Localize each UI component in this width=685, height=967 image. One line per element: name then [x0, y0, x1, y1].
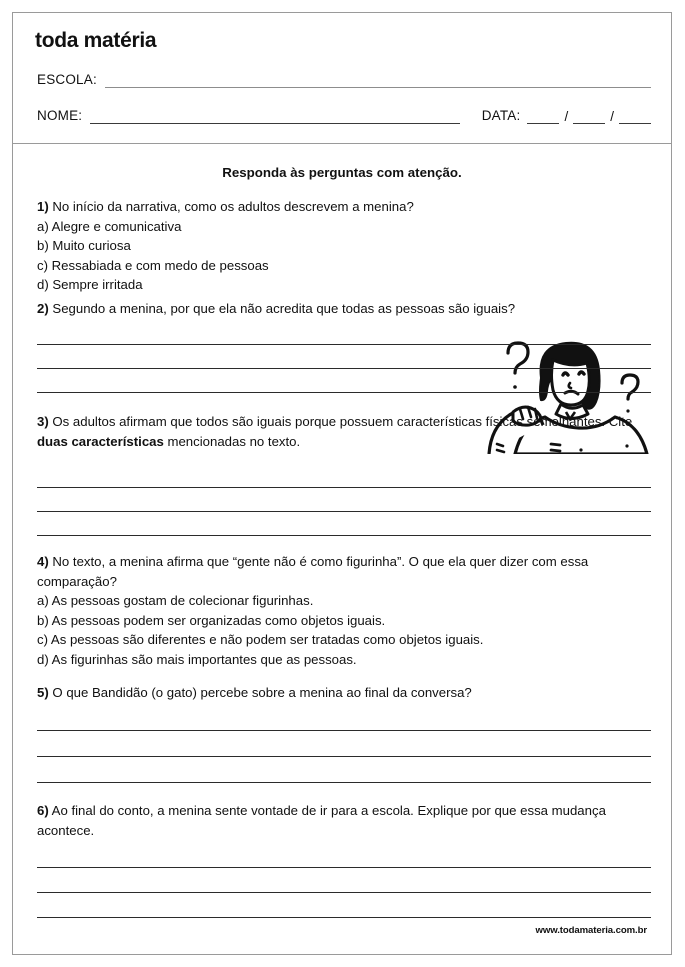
question-1 — [37, 197, 467, 295]
question-1-text: No início da narrativa, como os adultos descrevem a menina? — [48, 199, 414, 214]
footer-website-url[interactable]: www.todamateria.com.br — [535, 925, 647, 936]
question-1-option-a[interactable]: a) Alegre e comunicativa — [37, 218, 182, 234]
worksheet-page — [12, 12, 672, 955]
data-field-group — [460, 108, 651, 124]
date-separator-1: / — [564, 109, 569, 124]
question-5-answer-line-1[interactable] — [37, 730, 651, 731]
question-3-text-part1: Os adultos afirmam que todos são iguais porque possuem características físicas semelhantes. Cite — [48, 414, 633, 429]
question-4-option-b[interactable]: b) As pessoas podem ser organizadas como objetos iguais. — [37, 612, 386, 628]
question-5-text: O que Bandidão (o gato) percebe sobre a menina ao final da conversa? — [48, 685, 472, 700]
nome-field-row — [37, 108, 651, 124]
date-separator-2: / — [610, 109, 614, 124]
question-4-number: 4) — [37, 554, 49, 569]
escola-label: ESCOLA: — [37, 72, 97, 87]
question-2-answer-line-3[interactable] — [37, 392, 651, 393]
question-5-prompt — [37, 683, 651, 703]
question-3-text-emphasis: duas características — [37, 433, 164, 449]
question-1-option-c[interactable]: c) Ressabiada e com medo de pessoas — [37, 257, 269, 273]
question-6-answer-line-1[interactable] — [37, 867, 651, 868]
question-1-prompt — [37, 197, 467, 217]
question-6 — [37, 801, 651, 840]
question-4-option-c[interactable]: c) As pessoas são diferentes e não podem ser tratadas como objetos iguais. — [37, 632, 484, 647]
question-4 — [37, 552, 651, 669]
question-2 — [37, 299, 651, 319]
escola-input-rule[interactable] — [105, 75, 651, 88]
question-1-number: 1) — [37, 199, 49, 214]
question-3-number: 3) — [37, 414, 49, 429]
question-4-prompt — [37, 552, 651, 591]
instruction-heading: Responda às perguntas com atenção. — [222, 165, 462, 180]
question-6-prompt — [37, 801, 651, 840]
question-2-number: 2) — [37, 301, 49, 316]
question-5 — [37, 683, 651, 703]
question-1-option-d[interactable]: d) Sempre irritada — [37, 277, 143, 292]
data-month-input[interactable] — [573, 111, 605, 124]
brand-logo: toda matéria — [35, 29, 157, 52]
question-5-answer-line-3[interactable] — [37, 782, 651, 783]
question-2-answer-line-1[interactable] — [37, 344, 651, 345]
question-3-answer-line-1[interactable] — [37, 487, 651, 488]
question-6-answer-line-2[interactable] — [37, 892, 651, 893]
question-6-answer-line-3[interactable] — [37, 917, 651, 918]
question-3-answer-line-3[interactable] — [37, 535, 651, 536]
question-5-answer-line-2[interactable] — [37, 756, 651, 757]
question-4-option-d[interactable]: d) As figurinhas são mais importantes que as pessoas. — [37, 651, 357, 667]
question-3-text-part2: mencionadas no texto. — [163, 433, 301, 449]
nome-input-rule[interactable] — [90, 111, 459, 124]
question-3-prompt — [37, 412, 651, 451]
worksheet-header — [13, 13, 671, 144]
nome-label: NOME: — [37, 108, 83, 123]
question-4-option-a[interactable]: a) As pessoas gostam de colecionar figurinhas. — [37, 593, 314, 608]
escola-field-row — [37, 72, 651, 88]
question-3-answer-line-2[interactable] — [37, 511, 651, 512]
question-1-option-b[interactable]: b) Muito curiosa — [37, 238, 131, 253]
data-day-input[interactable] — [527, 111, 559, 124]
question-5-number: 5) — [37, 685, 49, 700]
question-2-prompt — [37, 299, 651, 319]
question-3 — [37, 412, 651, 451]
question-6-number: 6) — [37, 803, 49, 818]
question-2-text: Segundo a menina, por que ela não acredita que todas as pessoas são iguais? — [48, 301, 516, 316]
question-2-answer-line-2[interactable] — [37, 368, 651, 369]
question-4-text: No texto, a menina afirma que “gente não é como figurinha”. O que ela quer dizer com essa comparação? — [37, 554, 589, 589]
question-6-text: Ao final do conto, a menina sente vontade de ir para a escola. Explique por que essa mudança acontece. — [37, 803, 606, 838]
data-year-input[interactable] — [619, 111, 651, 124]
data-label: DATA: — [481, 108, 521, 123]
